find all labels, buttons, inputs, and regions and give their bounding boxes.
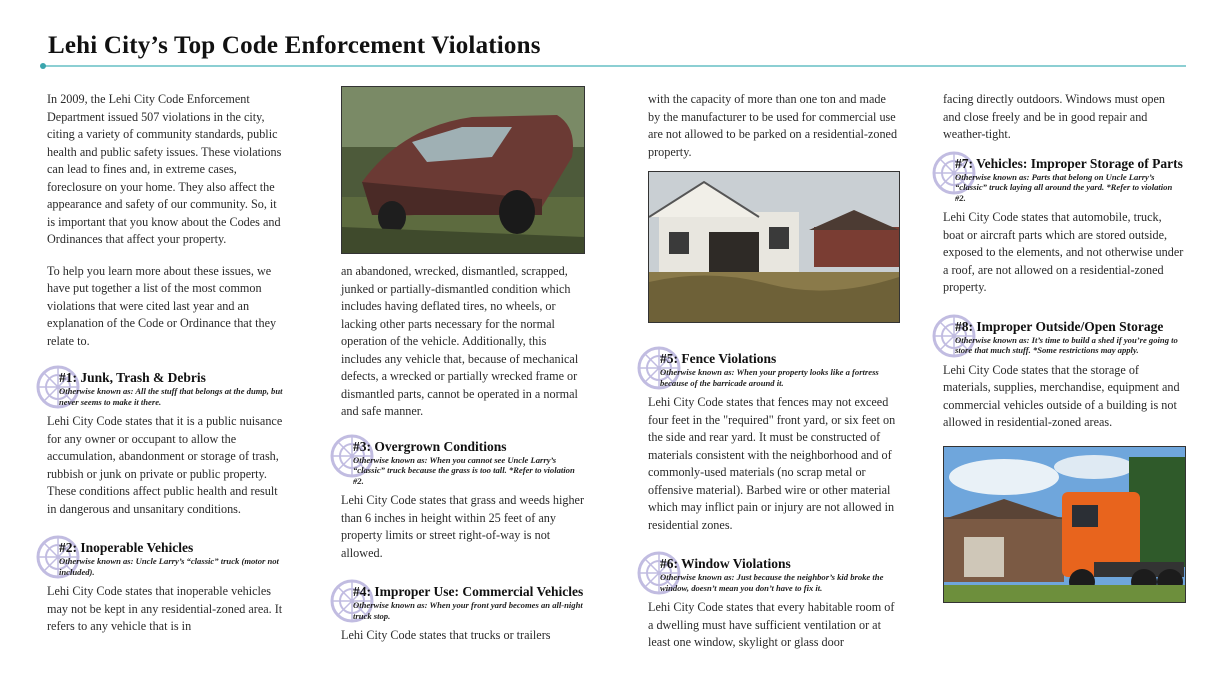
- violation-6-heading: #6: Window Violations: [660, 556, 791, 571]
- title-underline-dot: [40, 63, 46, 69]
- column-4: [943, 91, 1185, 603]
- violation-4-subtitle: Otherwise known as: When your front yard becomes an all-night truck stop.: [353, 600, 583, 621]
- intro-paragraph-2: To help you learn more about these issues, we have put together a list of the most common violations that were cited last year and an explanation of the Code or Ordinance that they relate to.: [47, 263, 277, 348]
- violation-1-subtitle: Otherwise known as: All the stuff that belongs at the dump, but never seems to make it there.: [59, 386, 283, 407]
- violation-5-subtitle: Otherwise known as: When your property looks like a fortress because of the barricade around it.: [660, 367, 879, 388]
- column-1: [47, 91, 283, 636]
- violation-3: [341, 439, 585, 563]
- violation-1-heading: #1: Junk, Trash & Debris: [59, 370, 206, 385]
- violation-1-body: Lehi City Code states that it is a public nuisance for any owner or occupant to allow the accumulation, abandonment or storage of trash, rubbish or junk on private or public property. These conditions affect public health and result in dangerous and unsanitary conditions.: [47, 414, 283, 516]
- page-title: Lehi City’s Top Code Enforcement Violations: [48, 32, 541, 59]
- violation-8-body: Lehi City Code states that the storage of materials, supplies, merchandise, equipment and commercial vehicles outside of a building is not allowed in residential-zoned areas.: [943, 362, 1180, 429]
- column-3: [648, 91, 900, 652]
- violation-3-subtitle: Otherwise known as: When you cannot see Uncle Larry’s “classic” truck because the grass is too tall. *Refer to violation #2.: [353, 454, 575, 486]
- violation-5: [648, 351, 900, 534]
- violation-7-heading: #7: Vehicles: Improper Storage of Parts: [955, 155, 1183, 171]
- intro-paragraph-1: In 2009, the Lehi City Code Enforcement Department issued 507 violations in the city, citing a variety of community standards, public health and public safety issues. These violations can lead to fines and, in extreme cases, foreclosure on your home. They also affect the appearance and safety of our community. So, it is important that you know about the Codes and Ordinances that affect your property.: [47, 92, 282, 246]
- violation-6-subtitle: Otherwise known as: Just because the neighbor’s kid broke the window, doesn’t mean you don’t have to fix it.: [660, 572, 884, 593]
- violation-6-body: Lehi City Code states that every habitable room of a dwelling must have sufficient ventilation or at least one window, skylight or glass door: [648, 600, 895, 649]
- violation-7: [943, 156, 1185, 297]
- violation-5-heading: #5: Fence Violations: [660, 351, 777, 366]
- photo-semi-truck: [943, 446, 1186, 603]
- col3-paragraph: with the capacity of more than one ton and made by the manufacturer to be used for commercial use are not allowed to be parked on a residential-zoned property.: [648, 92, 898, 159]
- violation-2: [47, 540, 283, 636]
- violation-7-body: Lehi City Code states that automobile, truck, boat or aircraft parts which are stored outside, exposed to the elements, and not otherwise under a roof, are not allowed on a residential-zoned property.: [943, 210, 1184, 294]
- violation-8-subtitle: Otherwise known as: It’s time to build a shed if you’re going to store that much stuff. *Some restrictions may apply.: [955, 334, 1178, 355]
- violation-7-subtitle: Otherwise known as: Parts that belong on Uncle Larry’s “classic” truck laying all around the yard. *Refer to violation #2.: [955, 171, 1173, 203]
- violation-1: [47, 370, 283, 518]
- violation-2-subtitle: Otherwise known as: Uncle Larry’s “classic” truck (motor not included).: [59, 556, 279, 577]
- col4-paragraph: facing directly outdoors. Windows must open and close freely and be in good repair and weather-tight.: [943, 92, 1166, 141]
- violation-2-body: Lehi City Code states that inoperable vehicles may not be kept in any residential-zoned area. It refers to any vehicle that is in: [47, 584, 283, 633]
- violation-2-heading: #2: Inoperable Vehicles: [59, 540, 194, 555]
- violation-5-body: Lehi City Code states that fences may not exceed four feet in the "required" front yard, or six feet on the side and rear yard. It must be constructed of materials consistent with the neighborhood and of commonly-used materials (no scrap metal or offensive material). Barbed wire or other material which may inflict pain or injury are not allowed in residential zones.: [648, 395, 896, 532]
- violation-4-body: Lehi City Code states that trucks or trailers: [341, 628, 551, 642]
- violation-4-heading: #4: Improper Use: Commercial Vehicles: [353, 584, 584, 599]
- violation-8-heading: #8: Improper Outside/Open Storage: [955, 318, 1164, 334]
- violation-3-body: Lehi City Code states that grass and weeds higher than 6 inches in height within 25 feet of any property limits or street right-of-way is not allowed.: [341, 493, 585, 560]
- column-2: [341, 86, 585, 645]
- violation-6: [648, 556, 900, 652]
- photo-wrecked-car: [341, 86, 585, 254]
- violation-3-heading: #3: Overgrown Conditions: [353, 438, 507, 454]
- violation-4: [341, 584, 585, 645]
- title-underline: [42, 65, 1186, 67]
- col2-paragraph: an abandoned, wrecked, dismantled, scrapped, junked or partially-dismantled condition which includes having deflated tires, no wheels, or lacking other parts necessary for the normal operation of the vehicle. Additionally, this includes any vehicle that, because of mechanical defects, a wrecked or partially wrecked frame or dismantled parts, cannot be operated in a normal and safe manner.: [341, 264, 579, 418]
- photo-abandoned-house: [648, 171, 900, 323]
- violation-8: [943, 319, 1185, 432]
